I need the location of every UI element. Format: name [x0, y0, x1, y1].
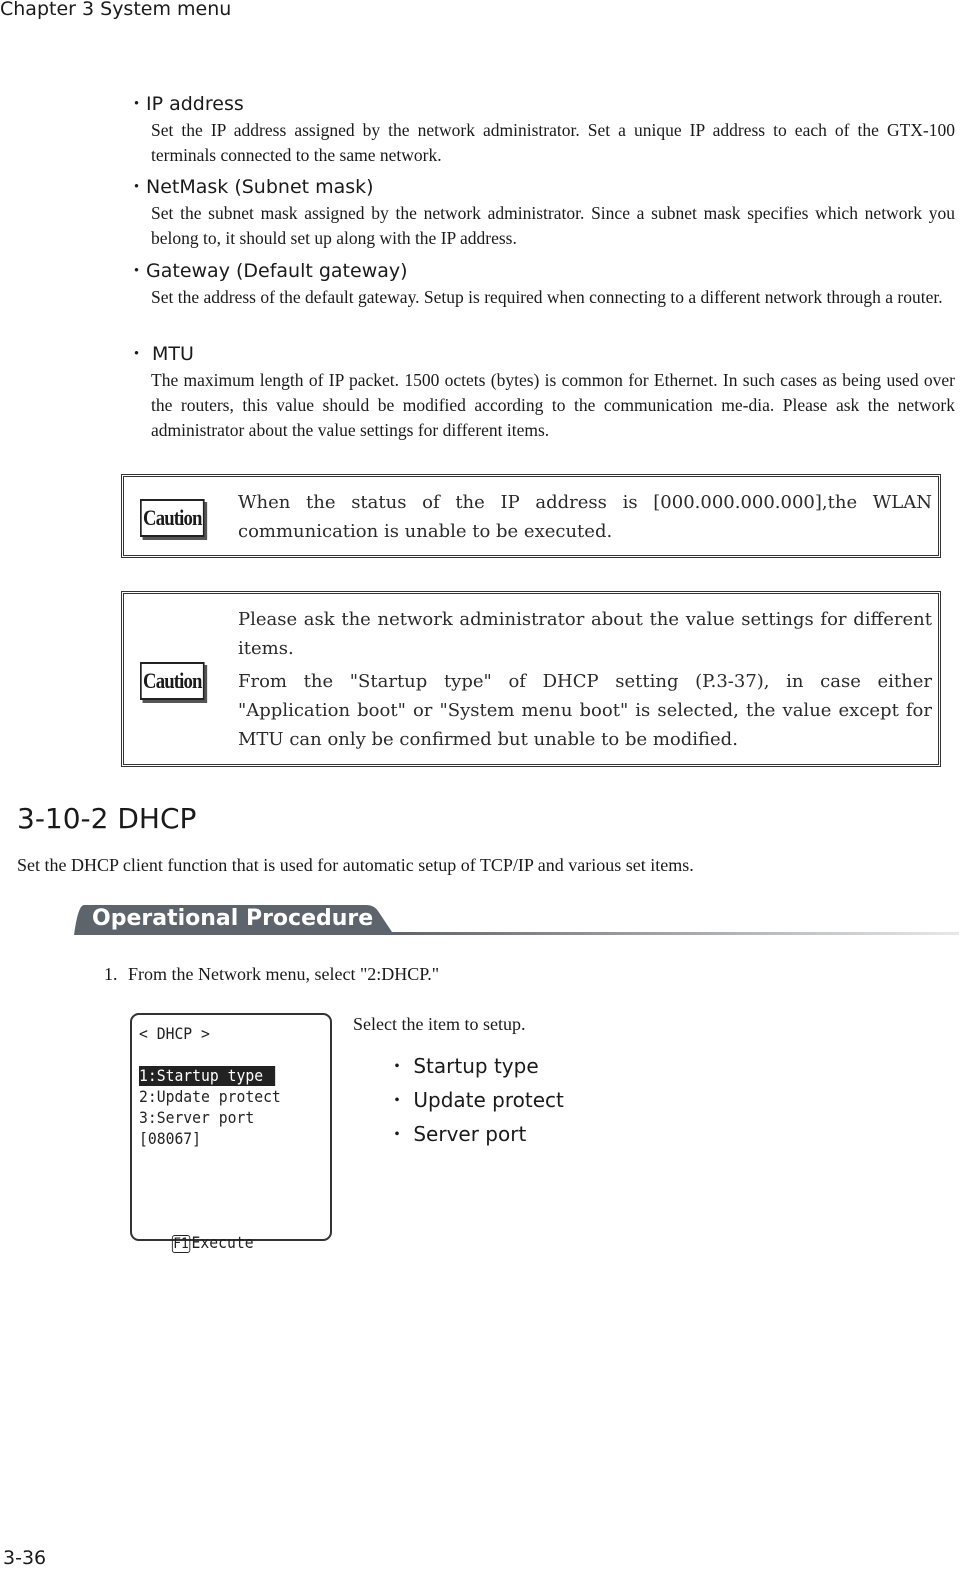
term-mtu: ・ MTU — [127, 343, 194, 365]
screen-item-startup-type[interactable]: 1:Startup type — [139, 1066, 275, 1086]
caution-text-2 — [238, 605, 932, 754]
caution-badge: Caution — [140, 499, 205, 537]
f1-key-icon[interactable]: F1 — [173, 1236, 189, 1252]
caution-paragraph: Please ask the network administrator about the value settings for different items. — [238, 609, 932, 659]
section-description: Set the DHCP client function that is used for automatic setup of TCP/IP and various set items. — [17, 855, 694, 875]
screen-server-port-value: [08067] — [139, 1129, 202, 1148]
caution-paragraph: When the status of the IP address is [000.000.000.000],the WLAN communication is unable to be executed. — [238, 492, 932, 542]
page-number: 3-36 — [3, 1547, 47, 1569]
desc-gateway: Set the address of the default gateway. Setup is required when connecting to a different network through a router. — [151, 287, 943, 307]
setup-item: ・ Update protect — [387, 1088, 564, 1112]
caution-paragraph: From the "Startup type" of DHCP setting (P.3-37), in case either "Application boot" or "System menu boot" is selected, the value except for MTU can only be confirmed but unable to be modified. — [238, 671, 932, 750]
desc-netmask: Set the subnet mask assigned by the network administrator. Since a subnet mask specifies which network you belong to, it should set up along with the IP address. — [151, 203, 955, 248]
device-screen — [130, 1013, 332, 1252]
caution-text-1 — [238, 488, 932, 546]
caution-box-2 — [121, 591, 941, 767]
screen-item-server-port[interactable]: 3:Server port — [139, 1108, 255, 1127]
operational-procedure-label: Operational Procedure — [92, 906, 374, 931]
caution-badge: Caution — [140, 662, 205, 700]
chapter-header: Chapter 3 System menu — [0, 0, 232, 20]
screen-title: < DHCP > — [139, 1024, 210, 1043]
caution-box-1 — [121, 474, 941, 558]
operational-procedure-banner — [74, 905, 959, 937]
desc-mtu: The maximum length of IP packet. 1500 octets (bytes) is common for Ethernet. In such cases as being used over the routers, this value should be modified according to the communication me-dia. Please ask the network administrator about the value settings for different items. — [151, 370, 955, 440]
desc-ip-address: Set the IP address assigned by the network administrator. Set a unique IP address to each of the GTX-100 terminals connected to the same network. — [151, 120, 955, 165]
term-gateway: ・Gateway (Default gateway) — [127, 260, 408, 282]
term-ip-address: ・IP address — [127, 93, 244, 115]
step-1 — [104, 964, 439, 985]
term-netmask: ・NetMask (Subnet mask) — [127, 176, 374, 198]
setup-instruction: Select the item to setup. — [353, 1014, 526, 1034]
screen-function-bar[interactable] — [136, 1213, 254, 1273]
screen-item-update-protect[interactable]: 2:Update protect — [139, 1087, 281, 1106]
section-title: 3-10-2 DHCP — [17, 802, 197, 835]
step-text: From the Network menu, select "2:DHCP." — [128, 964, 440, 984]
setup-item: ・ Startup type — [387, 1054, 539, 1078]
step-number: 1. — [104, 964, 118, 984]
setup-item: ・ Server port — [387, 1122, 527, 1146]
function-label: Execute — [191, 1233, 254, 1252]
